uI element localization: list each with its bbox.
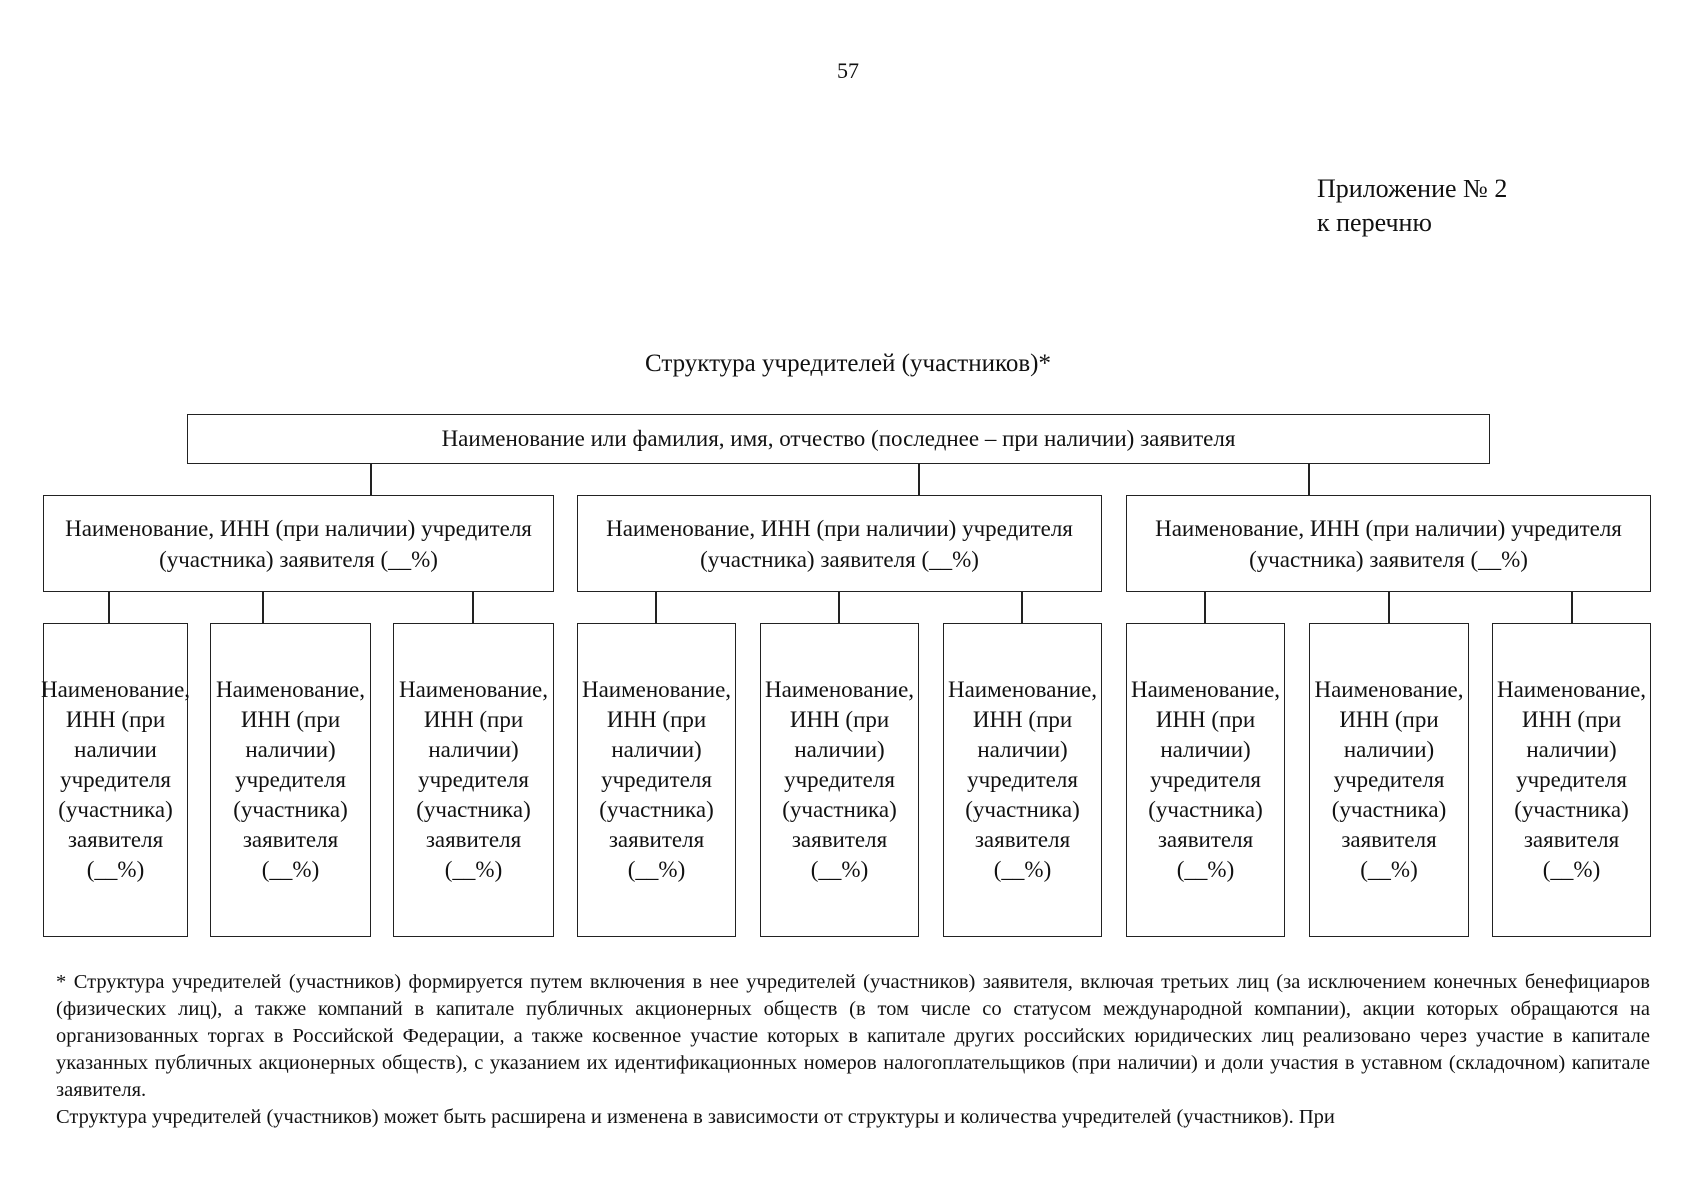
applicant-label: Наименование или фамилия, имя, отчество (последнее – при наличии) заявителя xyxy=(441,426,1236,451)
participant-box xyxy=(943,623,1102,937)
participant-box xyxy=(1492,623,1651,937)
participant-box xyxy=(577,623,736,937)
founder-label: Наименование, ИНН (при наличии) учредителя (участника) заявителя (__%) xyxy=(1155,515,1622,572)
footnote-paragraph-1: * Структура учредителей (участников) формируется путем включения в нее учредителей (участников) заявителя, включая третьих лиц (за исключением конечных бенефициаров (физических лиц), а также компаний в капитале публичных акционерных обществ (в том числе со статусом международной компании), акции которых обращаются на организованных торгах в Российской Федерации, а также косвенное участие которых в капитале других российских юридических лиц реализовано через участие в капитале указанных публичных акционерных обществ), с указанием их идентификационных номеров налогоплательщиков (при наличии) и доли участия в уставном (складочном) капитале заявителя. xyxy=(56,971,1650,1101)
founder-box-2 xyxy=(577,495,1102,592)
connector-line xyxy=(1204,592,1206,623)
connector-line xyxy=(655,592,657,623)
connector-line xyxy=(1308,464,1310,495)
connector-line xyxy=(108,592,110,623)
participant-label: Наименование, ИНН (при наличии учредителя (участника) заявителя (__%) xyxy=(40,677,191,882)
participant-label: Наименование, ИНН (при наличии) учредителя (участника) заявителя (__%) xyxy=(398,677,549,882)
participant-label: Наименование, ИНН (при наличии) учредителя (участника) заявителя (__%) xyxy=(947,677,1098,882)
participant-label: Наименование, ИНН (при наличии) учредителя (участника) заявителя (__%) xyxy=(215,677,366,882)
footnote xyxy=(56,969,1650,1131)
diagram-title: Структура учредителей (участников)* xyxy=(645,350,1051,377)
participant-label: Наименование, ИНН (при наличии) учредителя (участника) заявителя (__%) xyxy=(764,677,915,882)
participant-label: Наименование, ИНН (при наличии) учредителя (участника) заявителя (__%) xyxy=(581,677,732,882)
connector-line xyxy=(262,592,264,623)
participant-box xyxy=(1126,623,1285,937)
connector-line xyxy=(1388,592,1390,623)
connector-line xyxy=(918,464,920,495)
appendix-line-2: к перечню xyxy=(1317,208,1432,237)
connector-line xyxy=(1021,592,1023,623)
founder-box-3 xyxy=(1126,495,1651,592)
participant-box xyxy=(210,623,371,937)
connector-line xyxy=(1571,592,1573,623)
participant-label: Наименование, ИНН (при наличии) учредителя (участника) заявителя (__%) xyxy=(1130,677,1281,882)
appendix-line-1: Приложение № 2 xyxy=(1317,174,1508,203)
connector-line xyxy=(370,464,372,495)
footnote-paragraph-2: Структура учредителей (участников) может быть расширена и изменена в зависимости от структуры и количества учредителей (участников). При xyxy=(56,1106,1335,1128)
participant-box xyxy=(1309,623,1469,937)
participant-label: Наименование, ИНН (при наличии) учредителя (участника) заявителя (__%) xyxy=(1314,677,1464,882)
founder-box-1 xyxy=(43,495,554,592)
appendix-label xyxy=(1317,172,1507,240)
applicant-box xyxy=(187,414,1490,464)
participant-box xyxy=(760,623,919,937)
connector-line xyxy=(472,592,474,623)
page-number: 57 xyxy=(837,58,859,83)
participant-box xyxy=(393,623,554,937)
participant-label: Наименование, ИНН (при наличии) учредителя (участника) заявителя (__%) xyxy=(1496,677,1647,882)
connector-line xyxy=(838,592,840,623)
founder-label: Наименование, ИНН (при наличии) учредителя (участника) заявителя (__%) xyxy=(65,515,532,572)
participant-box xyxy=(40,623,191,937)
founder-label: Наименование, ИНН (при наличии) учредителя (участника) заявителя (__%) xyxy=(606,515,1073,572)
